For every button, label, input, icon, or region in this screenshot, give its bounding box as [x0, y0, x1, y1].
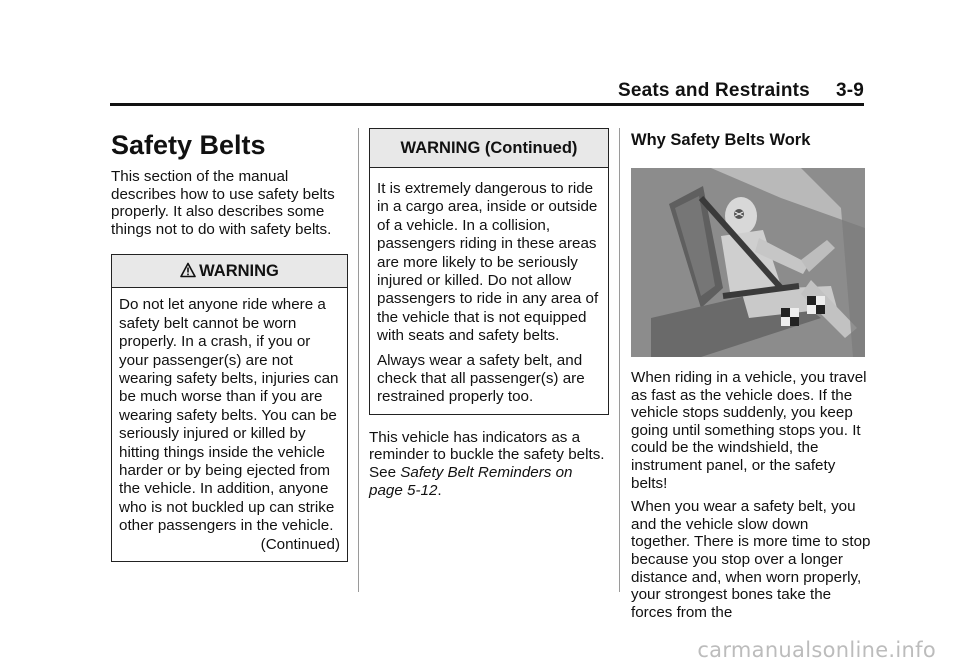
- warning-title-text: WARNING: [199, 262, 279, 281]
- indicator-reference-link[interactable]: Safety Belt Reminders on page 5-12: [369, 464, 573, 499]
- subsection-heading: Why Safety Belts Work: [631, 131, 811, 149]
- indicator-paragraph: [369, 429, 609, 499]
- column-divider: [619, 128, 620, 592]
- warning-box: [111, 254, 348, 562]
- crash-test-figure-icon: [631, 168, 865, 357]
- watermark: carmanualsonline.info: [697, 638, 936, 662]
- continued-label: (Continued): [260, 535, 340, 553]
- section-title: Seats and Restraints: [617, 80, 810, 101]
- page-number: 3-9: [835, 80, 864, 101]
- warning-continued-title: WARNING (Continued): [370, 129, 608, 168]
- column-1: [111, 128, 348, 562]
- section-heading: Safety Belts: [111, 130, 266, 160]
- page-header: [618, 80, 864, 102]
- warning-continued-box: [369, 128, 609, 415]
- intro-paragraph: This section of the manual describes how to use safety belts properly. It also describes some things not to do with safety belts.: [111, 168, 335, 238]
- warning-continued-p1: It is extremely dangerous to ride in a cargo area, inside or outside of a vehicle. In a collision, passengers riding in these areas are more likely to be seriously injured or killed. Do not allow passengers to ride in any area of the vehicle that is not equipped with seats and safety belts.: [377, 180, 599, 345]
- indicator-end: .: [437, 481, 442, 499]
- warning-icon: [180, 262, 196, 278]
- warning-text: Do not let anyone ride where a safety belt cannot be worn properly. In a crash, if you or your passenger(s) are not wearing safety belts, injuries can be much worse than if you are wearing safety belts. You can be seriously injured or killed by hitting things inside the vehicle harder or by being ejected from the vehicle. In addition, anyone who is not buckled up can strike other passengers in the vehicle.: [119, 296, 339, 535]
- warning-title: [112, 255, 347, 288]
- column-divider: [358, 128, 359, 592]
- indicator-text: This vehicle has indicators as a reminder to buckle the safety belts. See: [369, 428, 605, 482]
- column-2: [369, 128, 609, 499]
- column-3: [631, 128, 871, 621]
- paragraph-slow-down: When you wear a safety belt, you and the vehicle slow down together. There is more time to stop because you stop over a longer distance and, when worn properly, your strongest bones take the forces from the: [631, 498, 871, 621]
- paragraph-travel: When riding in a vehicle, you travel as fast as the vehicle does. If the vehicle stops suddenly, you keep going until something stops you. It could be the windshield, the instrument panel, or the safety belts!: [631, 369, 867, 492]
- header-rule: [110, 103, 864, 106]
- warning-continued-p2: Always wear a safety belt, and check that all passenger(s) are restrained properly too.: [377, 351, 585, 406]
